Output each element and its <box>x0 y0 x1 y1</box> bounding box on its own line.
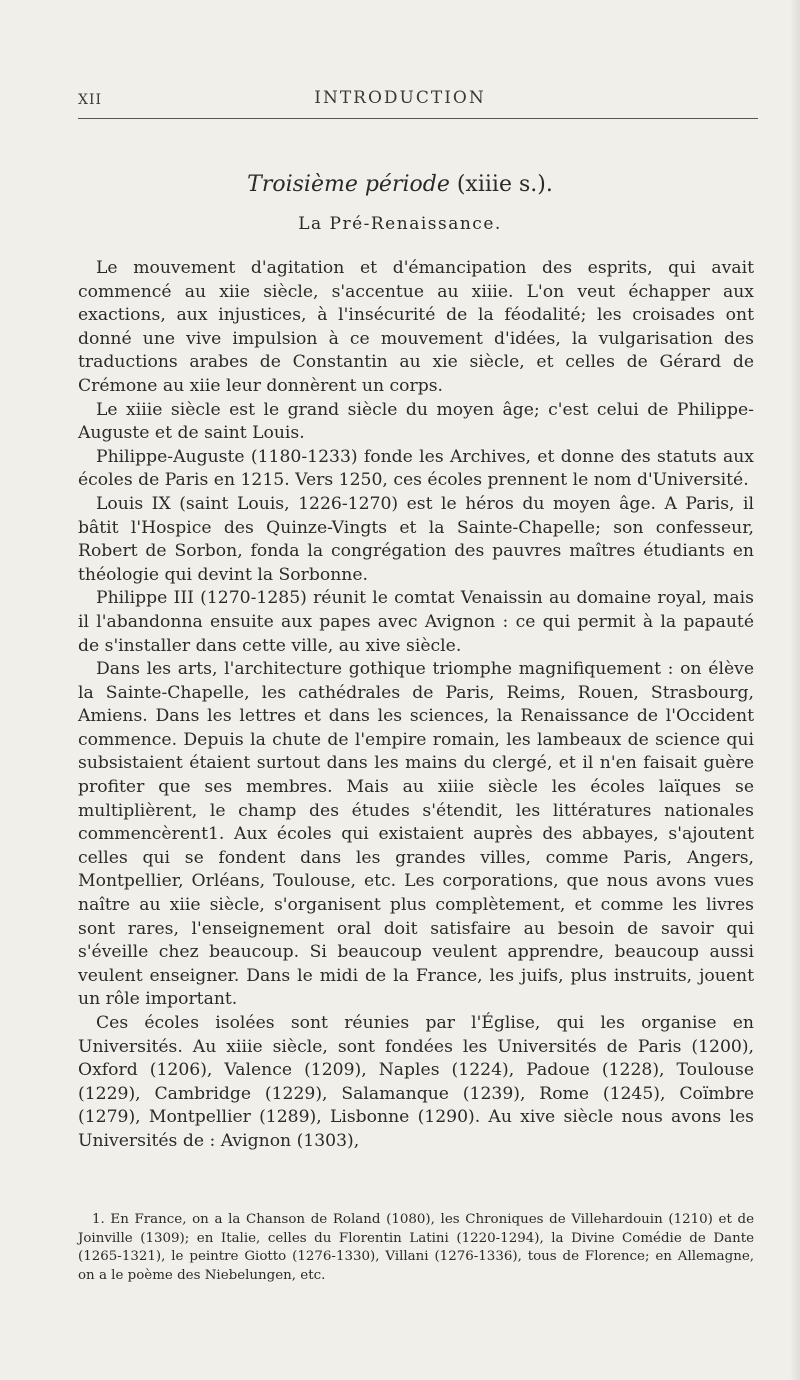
section-subtitle: La Pré-Renaissance. <box>298 214 502 234</box>
paragraph: Dans les arts, l'architecture gothique triomphe magnifiquement : on élève la Sainte-Chapelle, les cathédrales de Paris, Reims, Rouen, Strasbourg, Amiens. Dans les lettres et dans les sciences, la Renaissance de l'Occident commence. Depuis la chute de l'empire romain, les lambeaux de science qui subsistaient étaient surtout dans les mains du clergé, et il n'en faisait guère profiter que ses membres. Mais au xiiie siècle les écoles laïques se multiplièrent, le champ des études s'étendit, les littératures nationales commencèrent1. Aux écoles qui existaient auprès des abbayes, s'ajoutent celles qui se fondent dans les grandes villes, comme Paris, Angers, Montpellier, Orléans, Toulouse, etc. Les corporations, que nous avons vues naître au xiie siècle, s'organisent plus complètement, et comme les livres sont rares, l'enseignement oral doit satisfaire au besoin de savoir qui s'éveille chez beaucoup. Si beaucoup veulent apprendre, beaucoup aussi veulent enseigner. Dans le midi de la France, les juifs, plus instruits, jouent un rôle important. <box>78 659 754 1010</box>
scan-shadow <box>790 0 800 1380</box>
paragraph: Le xiiie siècle est le grand siècle du moyen âge; c'est celui de Philippe-Auguste et de saint Louis. <box>78 399 754 444</box>
section-title-century: (xiiie s.). <box>449 172 553 197</box>
section-title <box>0 172 800 197</box>
body-text <box>78 257 754 1154</box>
footnotes <box>78 1211 754 1285</box>
paragraph: Louis IX (saint Louis, 1226-1270) est le héros du moyen âge. A Paris, il bâtit l'Hospice des Quinze-Vingts et la Sainte-Chapelle; son confesseur, Robert de Sorbon, fonda la congrégation des pauvres maîtres étudiants en théologie qui devint la Sorbonne. <box>78 493 754 585</box>
paragraph: Ces écoles isolées sont réunies par l'Église, qui les organise en Universités. Au xiiie siècle, sont fondées les Universités de Paris (1200), Oxford (1206), Valence (1209), Naples (1224), Padoue (1228), Toulouse (1229), Cambridge (1229), Salamanque (1239), Rome (1245), Coïmbre (1279), Montpellier (1289), Lisbonne (1290). Au xive siècle nous avons les Universités de : Avignon (1303), <box>78 1013 754 1151</box>
page-number: XII <box>78 92 103 108</box>
header-rule <box>78 118 758 119</box>
section-title-main: Troisième période <box>247 172 450 197</box>
footnote: 1. En France, on a la Chanson de Roland (1080), les Chroniques de Villehardouin (1210) et de Joinville (1309); en Italie, celles du Florentin Latini (1220-1294), la Divine Comédie de Dante (1265-1321), le peintre Giotto (1276-1330), Villani (1276-1336), tous de Florence; en Allemagne, on a le poème des Niebelungen, etc. <box>78 1212 754 1283</box>
paragraph: Le mouvement d'agitation et d'émancipation des esprits, qui avait commencé au xiie siècle, s'accentue au xiiie. L'on veut échapper aux exactions, aux injustices, à l'insécurité de la féodalité; les croisades ont donné une vive impulsion à ce mouvement d'idées, la vulgarisation des traductions arabes de Constantin au xie siècle, et celles de Gérard de Crémone au xiie leur donnèrent un corps. <box>78 258 754 396</box>
paragraph: Philippe III (1270-1285) réunit le comtat Venaissin au domaine royal, mais il l'abandonna ensuite aux papes avec Avignon : ce qui permit à la papauté de s'installer dans cette ville, au xive siècle. <box>78 588 754 656</box>
running-head: INTRODUCTION <box>314 88 486 108</box>
paragraph: Philippe-Auguste (1180-1233) fonde les Archives, et donne des statuts aux écoles de Paris en 1215. Vers 1250, ces écoles prennent le nom d'Université. <box>78 446 754 491</box>
